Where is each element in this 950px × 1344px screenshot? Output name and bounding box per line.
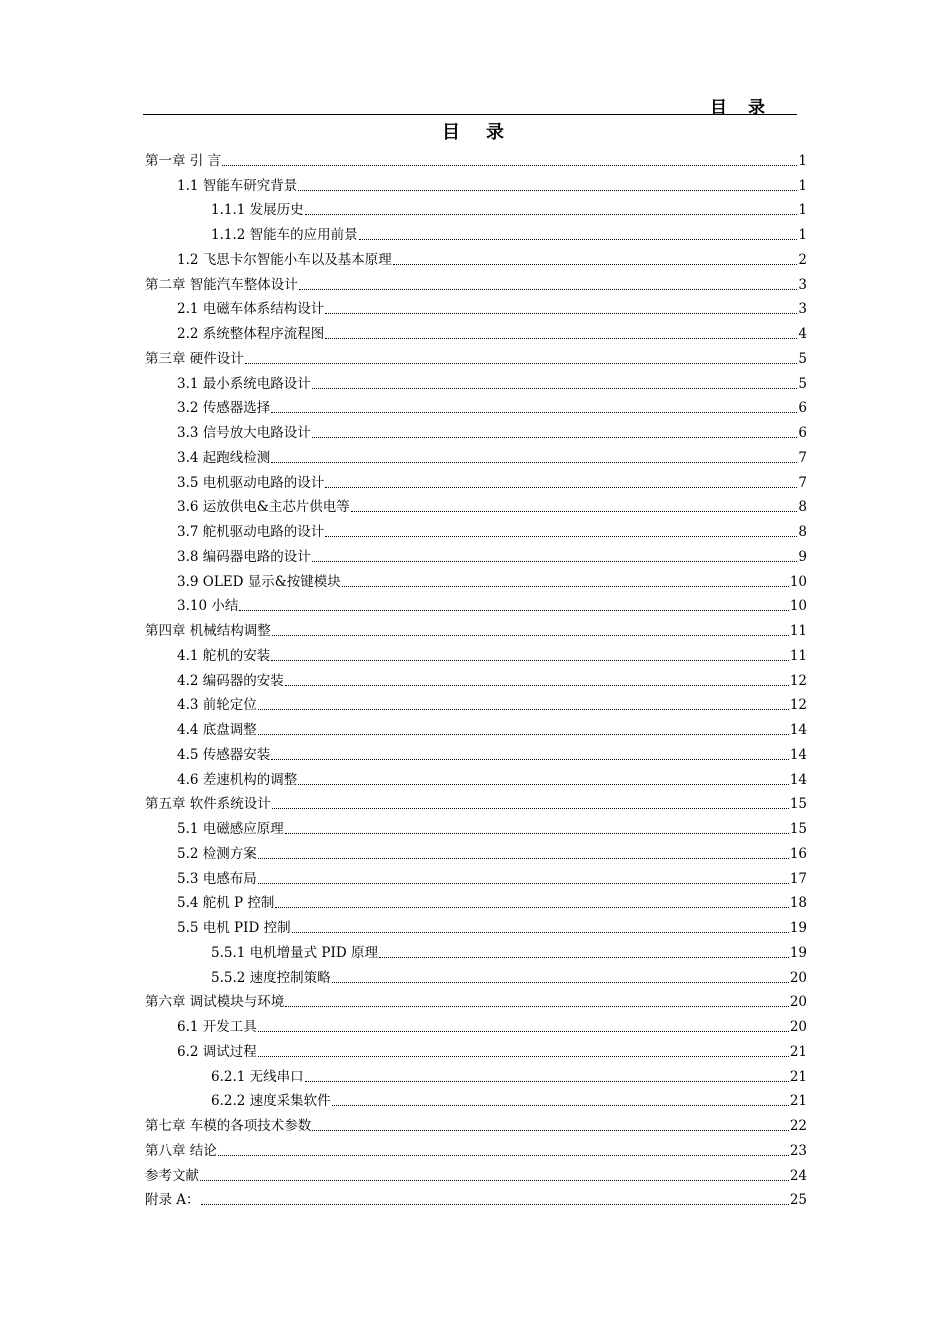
toc-entry-page-number: 10 (789, 573, 807, 590)
toc-entry[interactable] (145, 1011, 807, 1036)
toc-entry-page-number: 1 (798, 152, 807, 169)
toc-entry-label: 2.1 电磁车体系结构设计 (177, 301, 325, 318)
toc-entry[interactable] (145, 714, 807, 739)
toc-entry[interactable] (145, 1160, 807, 1185)
toc-entry-page-number: 20 (789, 1019, 807, 1035)
running-header (143, 92, 797, 118)
toc-leader-dots (200, 1180, 789, 1181)
toc-entry-page-number: 24 (789, 1167, 807, 1184)
toc-leader-dots (271, 660, 789, 661)
toc-entry[interactable] (145, 640, 807, 665)
toc-entry-label: 5.5.2 速度控制策略 (211, 969, 331, 986)
toc-entry-label: 1.2 飞思卡尔智能小车以及基本原理 (177, 251, 392, 268)
toc-leader-dots (285, 833, 789, 834)
toc-entry-label: 参考文献 (145, 1167, 199, 1184)
toc-entry-page-number: 25 (789, 1192, 807, 1209)
toc-entry-label: 5.4 舵机 P 控制 (177, 895, 275, 912)
toc-entry-page-number: 15 (789, 821, 807, 837)
toc-leader-dots (325, 313, 797, 314)
toc-entry[interactable] (145, 912, 807, 937)
toc-entry-page-number: 6 (798, 400, 807, 417)
toc-entry-label: 6.1 开发工具 (177, 1019, 257, 1035)
toc-entry-label: 4.1 舵机的安装 (177, 647, 271, 664)
toc-leader-dots (298, 190, 797, 191)
toc-entry[interactable] (145, 789, 807, 814)
toc-entry[interactable] (145, 1110, 807, 1135)
toc-entry[interactable] (145, 591, 807, 616)
toc-leader-dots (305, 1081, 789, 1082)
toc-entry-page-number: 7 (798, 449, 807, 466)
toc-entry-page-number: 21 (789, 1068, 807, 1085)
toc-title: 目 录 (442, 122, 508, 143)
toc-leader-dots (272, 808, 789, 809)
toc-entry[interactable] (145, 145, 807, 170)
toc-entry-label: 第七章 车模的各项技术参数 (145, 1118, 312, 1134)
toc-entry[interactable] (145, 244, 807, 269)
toc-entry[interactable] (145, 368, 807, 393)
toc-leader-dots (325, 487, 797, 488)
toc-entry-page-number: 12 (789, 672, 807, 689)
toc-entry-label: 5.2 检测方案 (177, 845, 257, 862)
toc-entry[interactable] (145, 269, 807, 294)
toc-entry-page-number: 8 (798, 524, 807, 540)
toc-leader-dots (258, 734, 789, 735)
toc-entry-page-number: 3 (798, 276, 807, 293)
toc-leader-dots (271, 462, 797, 463)
toc-leader-dots (275, 907, 788, 908)
toc-entry[interactable] (145, 318, 807, 343)
toc-leader-dots (258, 883, 789, 884)
toc-entry-page-number: 21 (789, 1093, 807, 1110)
toc-leader-dots (258, 709, 789, 710)
toc-entry-page-number: 5 (798, 350, 807, 367)
toc-entry-label: 3.8 编码器电路的设计 (177, 548, 311, 565)
toc-entry-label: 3.10 小结 (177, 598, 239, 615)
toc-entry-page-number: 8 (798, 499, 807, 516)
toc-entry-label: 4.4 底盘调整 (177, 722, 257, 738)
toc-entry-label: 附录 A： (145, 1192, 200, 1209)
toc-leader-dots (379, 957, 789, 958)
toc-entry-label: 1.1 智能车研究背景 (177, 177, 298, 194)
toc-entry-label: 5.5 电机 PID 控制 (177, 920, 291, 936)
toc-entry[interactable] (145, 467, 807, 492)
toc-entry-page-number: 19 (789, 920, 807, 936)
toc-leader-dots (272, 635, 789, 636)
toc-entry-page-number: 9 (798, 548, 807, 565)
toc-entry-page-number: 21 (789, 1043, 807, 1060)
toc-leader-dots (351, 511, 798, 512)
toc-entry[interactable] (145, 1061, 807, 1086)
toc-entry-page-number: 1 (798, 177, 807, 194)
toc-entry-label: 3.3 信号放大电路设计 (177, 425, 311, 441)
toc-entry-page-number: 1 (798, 202, 807, 219)
toc-entry-page-number: 20 (789, 994, 807, 1011)
toc-leader-dots (332, 1105, 789, 1106)
toc-entry[interactable] (145, 393, 807, 418)
toc-leader-dots (258, 1056, 789, 1057)
toc-entry-page-number: 2 (798, 251, 807, 268)
toc-entry[interactable] (145, 343, 807, 368)
toc-entry[interactable] (145, 1036, 807, 1061)
toc-leader-dots (218, 1155, 789, 1156)
toc-entry-label: 5.1 电磁感应原理 (177, 821, 284, 837)
toc-entry-label: 6.2.2 速度采集软件 (211, 1093, 331, 1110)
toc-leader-dots (239, 610, 788, 611)
toc-entry-page-number: 23 (789, 1142, 807, 1159)
toc-entry-page-number: 6 (798, 425, 807, 441)
toc-entry[interactable] (145, 615, 807, 640)
toc-entry-page-number: 10 (789, 598, 807, 615)
toc-entry-page-number: 18 (789, 895, 807, 912)
toc-entry[interactable] (145, 764, 807, 789)
toc-entry[interactable] (145, 937, 807, 962)
toc-entry[interactable] (145, 690, 807, 715)
toc-leader-dots (312, 1130, 789, 1131)
toc-entry[interactable] (145, 739, 807, 764)
toc-entry-page-number: 17 (789, 870, 807, 887)
toc-leader-dots (271, 412, 797, 413)
toc-entry[interactable] (145, 541, 807, 566)
toc-entry-label: 3.7 舵机驱动电路的设计 (177, 524, 325, 540)
toc-leader-dots (325, 338, 797, 339)
toc-entry[interactable] (145, 170, 807, 195)
toc-entry-label: 5.3 电感布局 (177, 870, 257, 887)
toc-entry-label: 第一章 引 言 (145, 152, 222, 169)
toc-entry-page-number: 22 (789, 1118, 807, 1134)
toc-entry[interactable] (145, 1185, 807, 1210)
toc-entry-label: 第六章 调试模块与环境 (145, 994, 285, 1011)
toc-entry-label: 第二章 智能汽车整体设计 (145, 276, 298, 293)
toc-entry-page-number: 4 (798, 326, 807, 342)
toc-entry-label: 3.4 起跑线检测 (177, 449, 271, 466)
toc-entry-label: 4.2 编码器的安装 (177, 672, 284, 689)
toc-leader-dots (305, 214, 798, 215)
toc-entry[interactable] (145, 888, 807, 913)
toc-entry-label: 6.2.1 无线串口 (211, 1068, 304, 1085)
toc-entry-label: 3.9 OLED 显示&按键模块 (177, 573, 341, 590)
toc-entry-label: 4.6 差速机构的调整 (177, 771, 298, 788)
toc-entry-page-number: 14 (789, 771, 807, 788)
toc-entry-label: 3.5 电机驱动电路的设计 (177, 474, 325, 491)
toc-entry-page-number: 14 (789, 722, 807, 738)
toc-entry-label: 1.1.2 智能车的应用前景 (211, 227, 358, 243)
toc-entry-page-number: 11 (789, 647, 807, 664)
toc-entry-page-number: 3 (798, 301, 807, 318)
toc-leader-dots (332, 982, 789, 983)
toc-entry-label: 第四章 机械结构调整 (145, 623, 271, 639)
toc-entry-label: 3.6 运放供电&主芯片供电等 (177, 499, 350, 516)
toc-entry[interactable] (145, 417, 807, 442)
toc-entry-label: 1.1.1 发展历史 (211, 202, 304, 219)
toc-entry-label: 第八章 结论 (145, 1142, 217, 1159)
toc-entry-page-number: 11 (789, 623, 807, 639)
toc-entry-page-number: 7 (798, 474, 807, 491)
toc-entry[interactable] (145, 813, 807, 838)
toc-entry-label: 3.1 最小系统电路设计 (177, 375, 311, 392)
toc-leader-dots (298, 784, 789, 785)
toc-leader-dots (258, 858, 789, 859)
toc-entry[interactable] (145, 863, 807, 888)
toc-entry-label: 3.2 传感器选择 (177, 400, 271, 417)
toc-leader-dots (312, 388, 798, 389)
toc-leader-dots (359, 239, 798, 240)
toc-entry-page-number: 19 (789, 944, 807, 961)
toc-entry-label: 2.2 系统整体程序流程图 (177, 326, 325, 342)
toc-leader-dots (258, 1031, 789, 1032)
toc-entry-label: 5.5.1 电机增量式 PID 原理 (211, 944, 378, 961)
toc-entry[interactable] (145, 566, 807, 591)
table-of-contents (145, 145, 807, 1209)
toc-entry[interactable] (145, 1135, 807, 1160)
toc-leader-dots (342, 586, 789, 587)
toc-entry[interactable] (145, 838, 807, 863)
toc-entry[interactable] (145, 962, 807, 987)
toc-entry-label: 6.2 调试过程 (177, 1043, 257, 1060)
toc-leader-dots (245, 363, 798, 364)
toc-leader-dots (393, 264, 798, 265)
toc-entry-page-number: 20 (789, 969, 807, 986)
toc-leader-dots (285, 1006, 789, 1007)
toc-entry[interactable] (145, 492, 807, 517)
toc-leader-dots (201, 1204, 789, 1205)
toc-entry[interactable] (145, 195, 807, 220)
toc-entry[interactable] (145, 294, 807, 319)
toc-entry-page-number: 1 (798, 227, 807, 243)
toc-entry[interactable] (145, 987, 807, 1012)
toc-entry[interactable] (145, 442, 807, 467)
toc-entry[interactable] (145, 219, 807, 244)
toc-entry-label: 第五章 软件系统设计 (145, 796, 271, 813)
toc-entry[interactable] (145, 665, 807, 690)
toc-leader-dots (312, 561, 798, 562)
toc-entry[interactable] (145, 516, 807, 541)
toc-entry-label: 第三章 硬件设计 (145, 350, 244, 367)
running-header-title: 目 录 (710, 98, 767, 118)
toc-leader-dots (325, 536, 797, 537)
toc-entry-page-number: 12 (789, 697, 807, 714)
toc-leader-dots (285, 685, 789, 686)
toc-entry[interactable] (145, 1086, 807, 1111)
toc-entry-label: 4.3 前轮定位 (177, 697, 257, 714)
toc-leader-dots (271, 759, 789, 760)
toc-entry-page-number: 5 (798, 375, 807, 392)
toc-entry-page-number: 16 (789, 845, 807, 862)
toc-entry-label: 4.5 传感器安装 (177, 746, 271, 763)
toc-leader-dots (299, 289, 798, 290)
toc-entry-page-number: 14 (789, 746, 807, 763)
toc-entry-page-number: 15 (789, 796, 807, 813)
toc-leader-dots (292, 932, 789, 933)
toc-leader-dots (312, 437, 798, 438)
toc-leader-dots (222, 165, 797, 166)
